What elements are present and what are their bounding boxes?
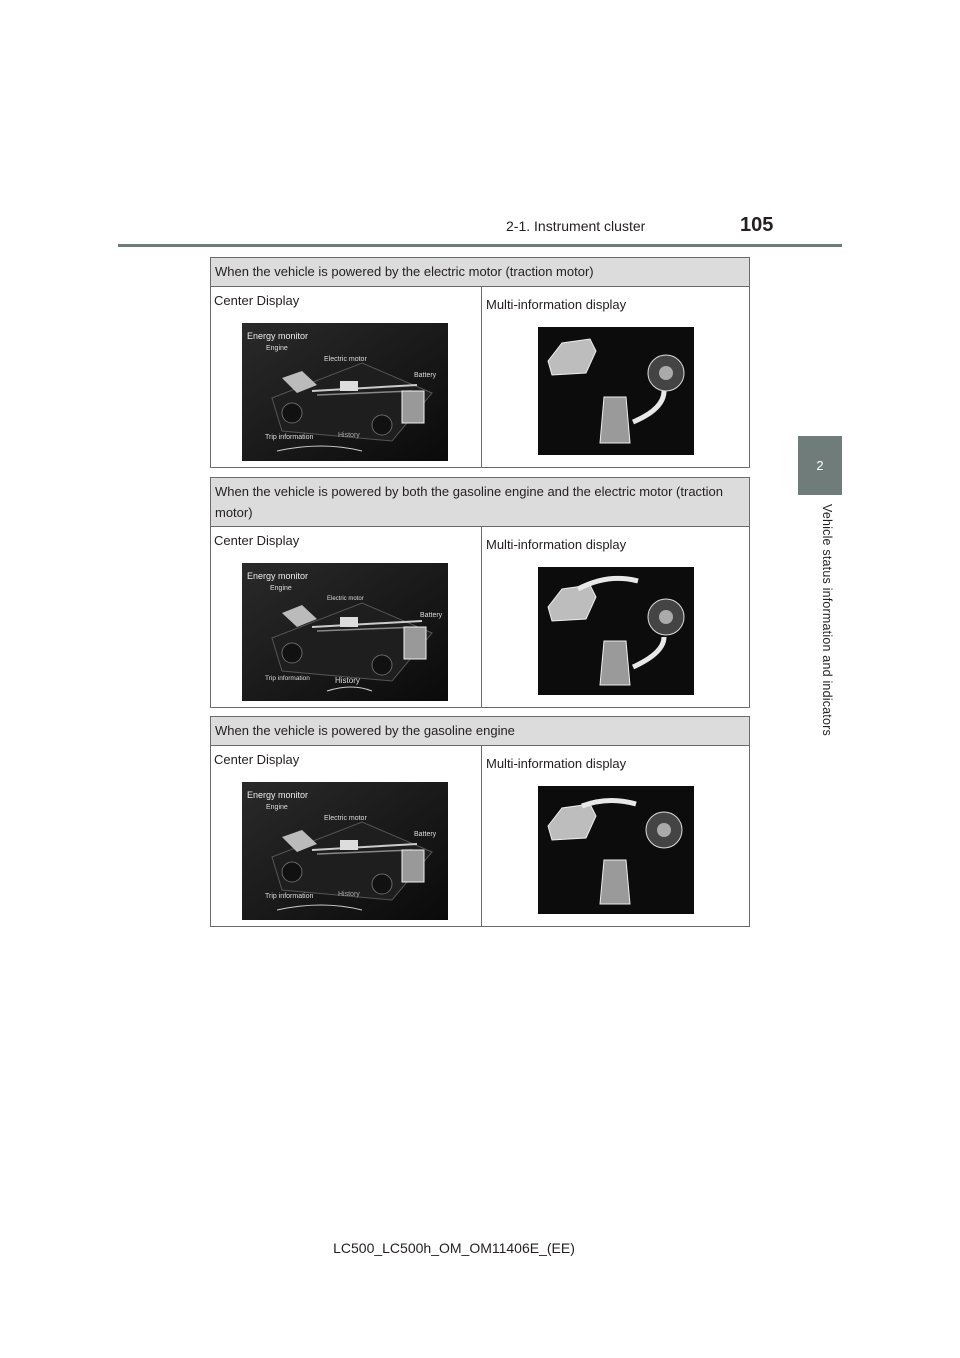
chapter-tab-title: Vehicle status information and indicators [820,504,834,736]
table-gasoline-engine [210,716,750,927]
screen-title: Energy monitor [247,790,309,800]
motor-label: Electric motor [324,356,367,363]
battery-label: Battery [420,612,443,619]
energy-monitor-screen [242,563,448,701]
table-title: When the vehicle is powered by the electric motor (traction motor) [211,258,750,287]
motor-label: Electric motor [327,596,364,602]
engine-label: Engine [266,804,288,811]
battery-icon [600,860,630,904]
battery-label: Battery [414,831,437,838]
wheel-icon [648,355,684,391]
history-tab: History [338,891,360,898]
multi-information-label: Multi-information display [486,756,627,771]
battery-icon [600,397,630,443]
header-rule [118,244,842,247]
center-display-cell [211,746,482,927]
battery-icon [600,641,630,685]
screen-title: Energy monitor [247,331,309,341]
multi-information-cell [482,287,750,468]
multi-information-cell [482,746,750,927]
multi-information-label: Multi-information display [486,297,627,312]
multi-information-screen [538,567,694,695]
table-title: When the vehicle is powered by both the gasoline engine and the electric motor (traction motor) [211,478,750,527]
center-display-cell [211,527,482,708]
engine-label: Engine [270,585,292,592]
center-display-cell [211,287,482,468]
document-code [0,1240,960,1256]
center-display-label: Center Display [214,752,300,767]
page-number: 105 [740,214,774,236]
battery-label: Battery [414,372,437,379]
screen-title: Energy monitor [247,571,309,581]
center-display-label: Center Display [214,293,300,308]
wheel-icon [648,599,684,635]
history-tab: History [335,676,360,685]
wheel-icon [646,812,682,848]
running-header-section: 2-1. Instrument cluster [506,218,646,234]
energy-monitor-screen [242,782,448,920]
center-display-label: Center Display [214,533,300,548]
multi-information-screen [538,327,694,455]
table-title: When the vehicle is powered by the gasoline engine [211,717,750,746]
document-code-text: LC500_LC500h_OM_OM11406E_(EE) [333,1240,575,1256]
multi-information-label: Multi-information display [486,537,627,552]
chapter-tab-number: 2 [798,436,842,495]
trip-information-tab: Trip information [265,434,314,441]
energy-monitor-screen [242,323,448,461]
table-engine-and-motor [210,477,750,708]
trip-information-tab: Trip information [265,675,310,682]
multi-information-cell [482,527,750,708]
trip-information-tab: Trip information [265,893,314,900]
multi-information-screen [538,786,694,914]
history-tab: History [338,432,360,439]
engine-label: Engine [266,345,288,352]
table-electric-motor [210,257,750,468]
motor-label: Electric motor [324,815,367,822]
